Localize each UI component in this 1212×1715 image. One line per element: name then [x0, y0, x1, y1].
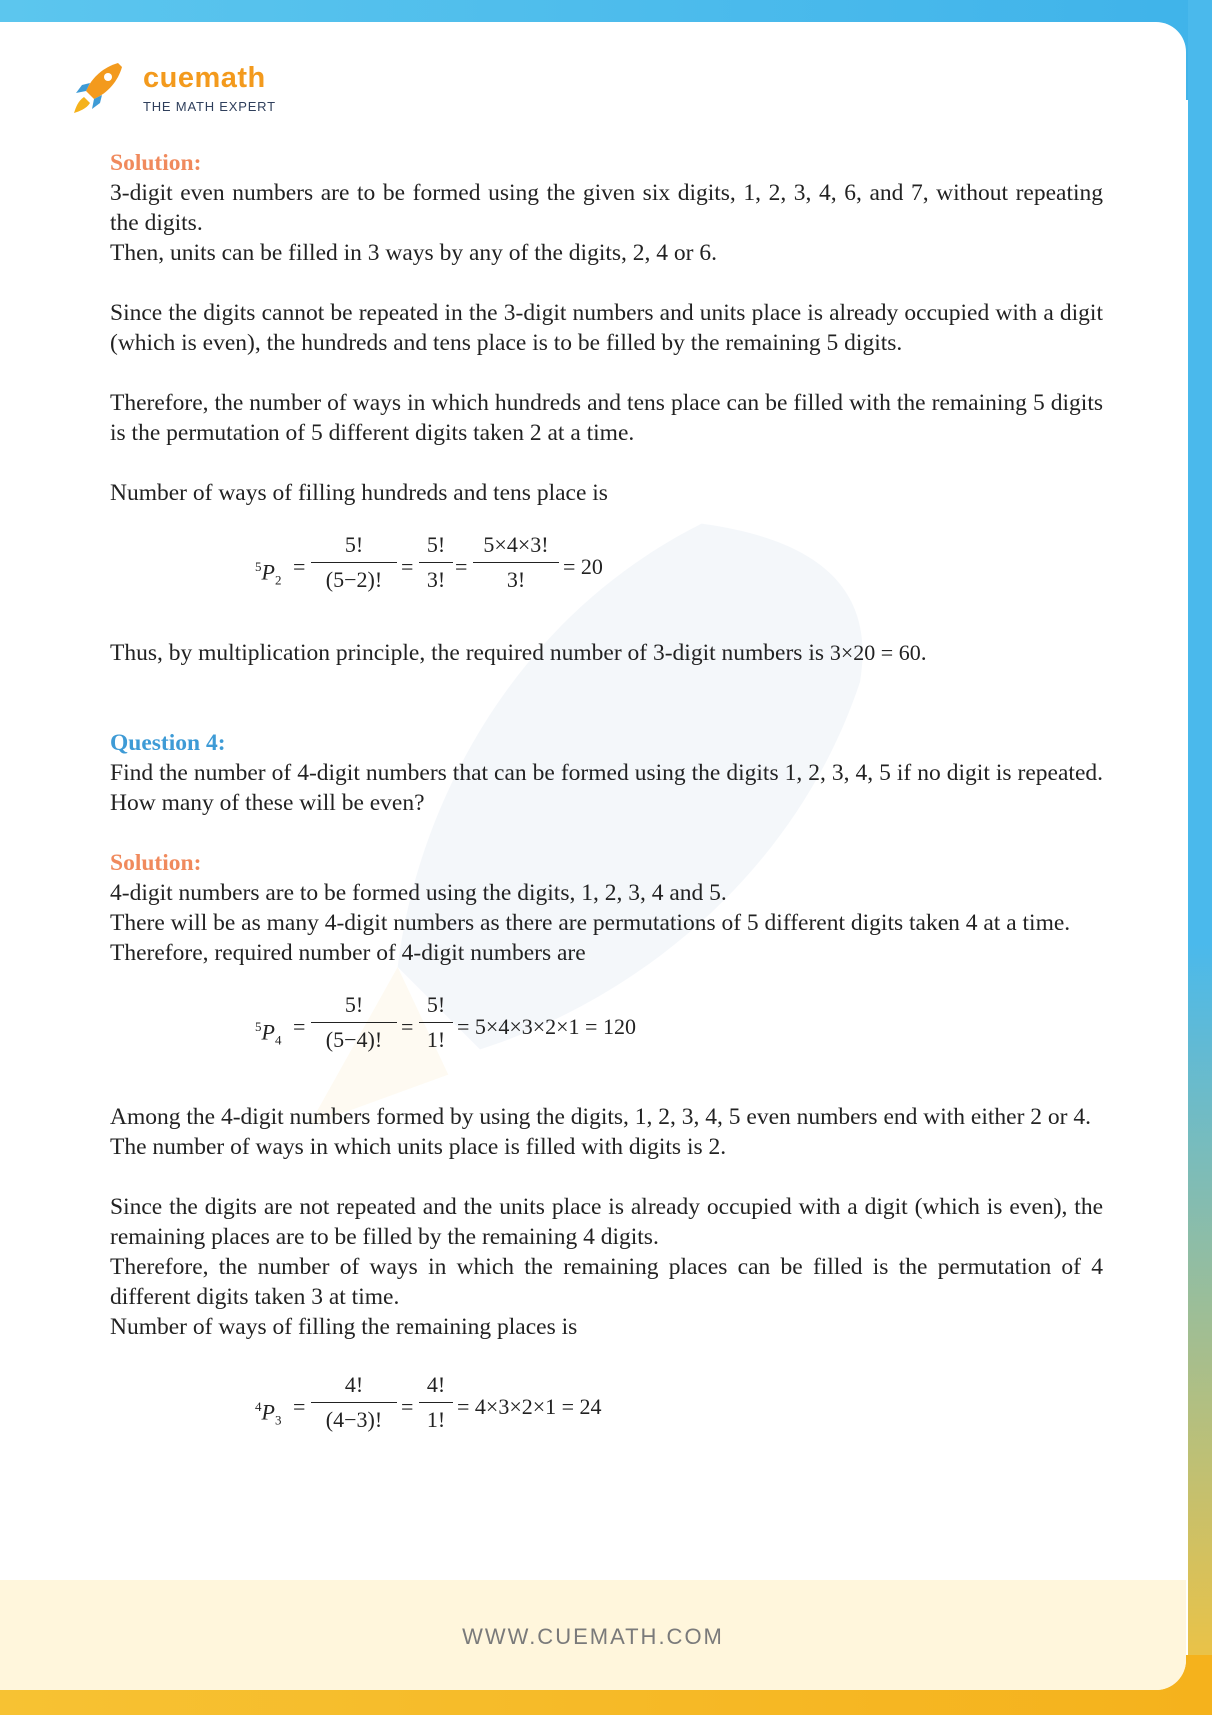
equals-sign: =	[401, 554, 414, 579]
permutation-symbol: $^5P_2$	[255, 559, 282, 588]
solution-heading: Solution:	[110, 850, 202, 876]
paragraph: Therefore, the number of ways in which hundreds and tens place can be filled with the remaining 5 digits is the permutation of 5 different digits taken 2 at a time.	[110, 390, 1103, 446]
question-heading: Question 4:	[110, 730, 226, 756]
equals-sign: =	[401, 1394, 414, 1419]
solution-heading: Solution:	[110, 150, 202, 176]
sentence-period: .	[920, 640, 927, 666]
page-card	[0, 22, 1186, 1690]
formula-result: = 4×3×2×1 = 24	[457, 1394, 602, 1419]
paragraph: Number of ways of filling the remaining places is	[110, 1314, 578, 1340]
paragraph: Therefore, the number of ways in which the remaining places can be filled is the permutation of 4 different digits taken 3 at time.	[110, 1254, 1103, 1310]
fraction: $\frac{5!}{(5-4)!}$	[311, 990, 397, 1055]
permutation-formula-5p2	[255, 530, 1103, 620]
paragraph: Number of ways of filling hundreds and tens place is	[110, 480, 608, 506]
question-text: Find the number of 4-digit numbers that can be formed using the digits 1, 2, 3, 4, 5 if no digit is repeated. How many of these will be even?	[110, 760, 1103, 816]
footer-url: WWW.CUEMATH.COM	[462, 1624, 724, 1649]
footer-band	[0, 1580, 1186, 1690]
paragraph: Since the digits cannot be repeated in the 3-digit numbers and units place is already occupied with a digit (which is even), the hundreds and tens place is to be filled by the remaining 5 digits.	[110, 300, 1103, 356]
brand-name: cuemath	[143, 62, 266, 94]
permutation-formula-5p4	[255, 990, 1103, 1080]
right-accent-band	[1188, 0, 1212, 1715]
paragraph: Among the 4-digit numbers formed by using the digits, 1, 2, 3, 4, 5 even numbers end with either 2 or 4.	[110, 1104, 1091, 1130]
paragraph: The number of ways in which units place is filled with digits is 2.	[110, 1134, 727, 1160]
permutation-formula-4p3	[255, 1370, 1103, 1460]
brand-tagline: THE MATH EXPERT	[143, 99, 276, 114]
equals-sign: =	[293, 1394, 306, 1419]
equals-sign: =	[293, 1014, 306, 1039]
main-content	[110, 148, 1103, 1460]
inline-equation: 3×20 = 60	[829, 640, 921, 665]
paragraph: 3-digit even numbers are to be formed using the given six digits, 1, 2, 3, 4, 6, and 7, without repeating the digits.	[110, 180, 1103, 236]
equals-sign: =	[293, 554, 306, 579]
formula-result: = 5×4×3×2×1 = 120	[457, 1014, 636, 1039]
permutation-symbol: $^5P_4$	[255, 1019, 282, 1048]
paragraph: There will be as many 4-digit numbers as there are permutations of 5 different digits taken 4 at a time.	[110, 910, 1071, 936]
paragraph: Then, units can be filled in 3 ways by any of the digits, 2, 4 or 6.	[110, 240, 717, 266]
fraction: $\frac{5!}{3!}$	[419, 530, 453, 595]
cuemath-rocket-logo-icon	[68, 59, 126, 117]
permutation-symbol: $^4P_3$	[255, 1399, 282, 1428]
equals-sign: =	[455, 554, 468, 579]
fraction: $\frac{4!}{1!}$	[419, 1370, 453, 1435]
paragraph: 4-digit numbers are to be formed using the digits, 1, 2, 3, 4 and 5.	[110, 880, 727, 906]
formula-result: = 20	[563, 554, 603, 579]
fraction: $\frac{5!}{(5-2)!}$	[311, 530, 397, 595]
paragraph-text: Thus, by multiplication principle, the required number of 3-digit numbers is	[110, 640, 824, 666]
fraction: $\frac{4!}{(4-3)!}$	[311, 1370, 397, 1435]
fraction: $\frac{5\times 4\times 3!}{3!}$	[473, 530, 559, 595]
equals-sign: =	[401, 1014, 414, 1039]
paragraph: Since the digits are not repeated and the units place is already occupied with a digit (which is even), the remaining places are to be filled by the remaining 4 digits.	[110, 1194, 1103, 1250]
paragraph	[110, 638, 1103, 668]
fraction: $\frac{5!}{1!}$	[419, 990, 453, 1055]
paragraph: Therefore, required number of 4-digit numbers are	[110, 940, 586, 966]
